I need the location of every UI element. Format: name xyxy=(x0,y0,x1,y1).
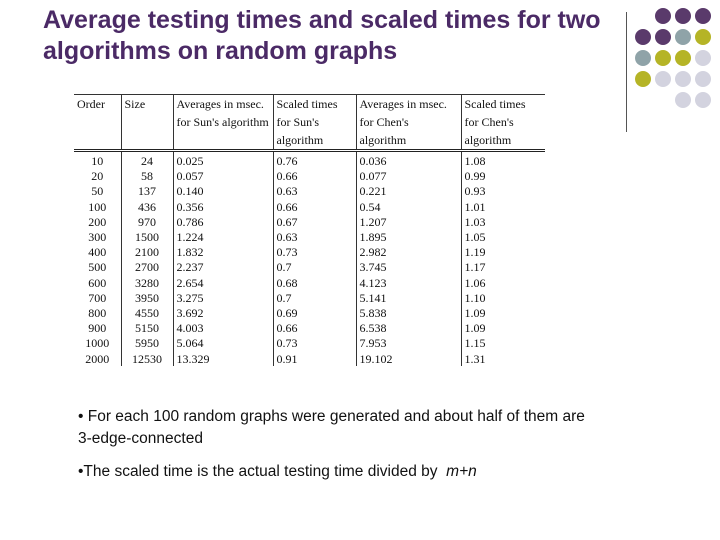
table-cell: 400 xyxy=(88,245,107,260)
table-cell: 13.329 xyxy=(173,352,273,366)
table-row xyxy=(74,321,545,336)
column-header: Averages in msec. for Sun's algorithm xyxy=(173,95,273,151)
table-cell: 19.102 xyxy=(356,352,461,366)
table-cell: 0.7 xyxy=(273,260,356,275)
table-cell: 1.09 xyxy=(461,321,545,336)
table-cell: 1.09 xyxy=(461,306,545,321)
slide-title: Average testing times and scaled times for two algorithms on random graphs xyxy=(43,6,601,65)
table-row xyxy=(74,215,545,230)
bullet-scaled-time xyxy=(78,461,638,483)
table-row xyxy=(74,306,545,321)
column-header: Size xyxy=(121,95,173,151)
table-cell: 0.140 xyxy=(173,184,273,199)
table-cell: 1.10 xyxy=(461,291,545,306)
decorative-dot xyxy=(655,8,671,24)
table-cell: 1.17 xyxy=(461,260,545,275)
table-row xyxy=(74,245,545,260)
decorative-divider xyxy=(626,12,627,132)
table-cell: 0.786 xyxy=(173,215,273,230)
table-cell: 0.54 xyxy=(356,200,461,215)
table-cell: 600 xyxy=(88,275,107,290)
table-cell: 2000 xyxy=(85,351,110,366)
decorative-dot xyxy=(655,71,671,87)
table-cell: 3.692 xyxy=(173,306,273,321)
column-header: Scaled times for Sun's algorithm xyxy=(273,95,356,151)
decorative-dot xyxy=(635,71,651,87)
table-row xyxy=(74,230,545,245)
table-cell: 700 xyxy=(88,290,107,305)
table-cell: 1.15 xyxy=(461,336,545,351)
table-cell: 3950 xyxy=(121,291,173,306)
table-row xyxy=(74,200,545,215)
table-cell: 4.123 xyxy=(356,276,461,291)
table-cell: 100 xyxy=(88,199,107,214)
table-cell: 4.003 xyxy=(173,321,273,336)
table-cell: 0.73 xyxy=(273,336,356,351)
table-cell: 1.31 xyxy=(461,352,545,366)
table-cell: 0.221 xyxy=(356,184,461,199)
table-cell: 0.66 xyxy=(273,321,356,336)
table-cell: 1.06 xyxy=(461,276,545,291)
table-cell: 58 xyxy=(121,169,173,184)
decorative-dot xyxy=(655,29,671,45)
table-cell: 0.036 xyxy=(356,151,461,170)
decorative-dot xyxy=(635,50,651,66)
decorative-dot xyxy=(675,71,691,87)
table-row xyxy=(74,151,545,170)
column-header: Averages in msec. for Chen's algorithm xyxy=(356,95,461,151)
bullet-scaled-time-text: •The scaled time is the actual testing time divided by xyxy=(78,463,438,480)
table-cell: 436 xyxy=(121,200,173,215)
table-cell: 1.08 xyxy=(461,151,545,170)
table-cell: 0.077 xyxy=(356,169,461,184)
table-cell: 5.838 xyxy=(356,306,461,321)
table-cell: 0.63 xyxy=(273,184,356,199)
table-cell: 300 xyxy=(88,230,107,245)
table-row xyxy=(74,336,545,351)
table-cell: 10 xyxy=(91,154,104,168)
table-cell: 0.68 xyxy=(273,276,356,291)
table-cell: 5.141 xyxy=(356,291,461,306)
decorative-dot xyxy=(695,50,711,66)
table-cell: 1.05 xyxy=(461,230,545,245)
table-cell: 1.895 xyxy=(356,230,461,245)
column-header: Order xyxy=(77,97,105,111)
decorative-dot xyxy=(695,8,711,24)
table-cell: 24 xyxy=(121,151,173,170)
table-cell: 900 xyxy=(88,321,107,336)
table-cell: 0.93 xyxy=(461,184,545,199)
table-cell: 6.538 xyxy=(356,321,461,336)
table-cell: 50 xyxy=(91,184,104,199)
table-cell: 0.057 xyxy=(173,169,273,184)
table-cell: 0.91 xyxy=(273,352,356,366)
table-cell: 3.745 xyxy=(356,260,461,275)
table-body xyxy=(74,151,545,367)
bullet-scaled-time-formula: m+n xyxy=(446,463,477,480)
table-cell: 0.356 xyxy=(173,200,273,215)
table-cell: 0.66 xyxy=(273,169,356,184)
table-row xyxy=(74,169,545,184)
table-cell: 200 xyxy=(88,214,107,229)
table-cell: 500 xyxy=(88,260,107,275)
bullet-random-graphs: • For each 100 random graphs were generated and about half of them are 3-edge-connected xyxy=(78,408,585,447)
table-cell: 2100 xyxy=(121,245,173,260)
table-row xyxy=(74,352,545,366)
decorative-dot xyxy=(675,8,691,24)
table-cell: 970 xyxy=(121,215,173,230)
decorative-dot xyxy=(635,29,651,45)
table-cell: 7.953 xyxy=(356,336,461,351)
table-cell: 3280 xyxy=(121,276,173,291)
results-table-container xyxy=(74,94,545,366)
table-cell: 0.69 xyxy=(273,306,356,321)
decorative-dot xyxy=(675,50,691,66)
table-cell: 0.67 xyxy=(273,215,356,230)
table-cell: 5950 xyxy=(121,336,173,351)
table-cell: 800 xyxy=(88,306,107,321)
table-cell: 3.275 xyxy=(173,291,273,306)
decorative-dot xyxy=(695,29,711,45)
table-cell: 0.99 xyxy=(461,169,545,184)
table-cell: 1.207 xyxy=(356,215,461,230)
results-table xyxy=(74,94,545,366)
column-header: Scaled times for Chen's algorithm xyxy=(461,95,545,151)
table-cell: 0.76 xyxy=(273,151,356,170)
table-cell: 2.982 xyxy=(356,245,461,260)
table-cell: 0.66 xyxy=(273,200,356,215)
table-cell: 137 xyxy=(121,184,173,199)
table-cell: 4550 xyxy=(121,306,173,321)
table-header-row xyxy=(74,95,545,151)
table-cell: 1000 xyxy=(85,336,110,351)
table-cell: 0.63 xyxy=(273,230,356,245)
table-cell: 1.224 xyxy=(173,230,273,245)
table-cell: 1.03 xyxy=(461,215,545,230)
decorative-dot xyxy=(675,92,691,108)
table-cell: 0.7 xyxy=(273,291,356,306)
table-cell: 5150 xyxy=(121,321,173,336)
table-cell: 1500 xyxy=(121,230,173,245)
table-row xyxy=(74,291,545,306)
table-cell: 2.654 xyxy=(173,276,273,291)
table-cell: 1.01 xyxy=(461,200,545,215)
table-cell: 2.237 xyxy=(173,260,273,275)
table-cell: 0.73 xyxy=(273,245,356,260)
decorative-dot xyxy=(695,92,711,108)
table-row xyxy=(74,276,545,291)
table-cell: 5.064 xyxy=(173,336,273,351)
table-cell: 12530 xyxy=(121,352,173,366)
table-row xyxy=(74,184,545,199)
decorative-dot xyxy=(695,71,711,87)
table-row xyxy=(74,260,545,275)
decorative-dot xyxy=(675,29,691,45)
table-cell: 1.19 xyxy=(461,245,545,260)
table-cell: 20 xyxy=(91,169,104,184)
table-cell: 2700 xyxy=(121,260,173,275)
table-cell: 0.025 xyxy=(173,151,273,170)
decorative-dot xyxy=(655,50,671,66)
table-cell: 1.832 xyxy=(173,245,273,260)
